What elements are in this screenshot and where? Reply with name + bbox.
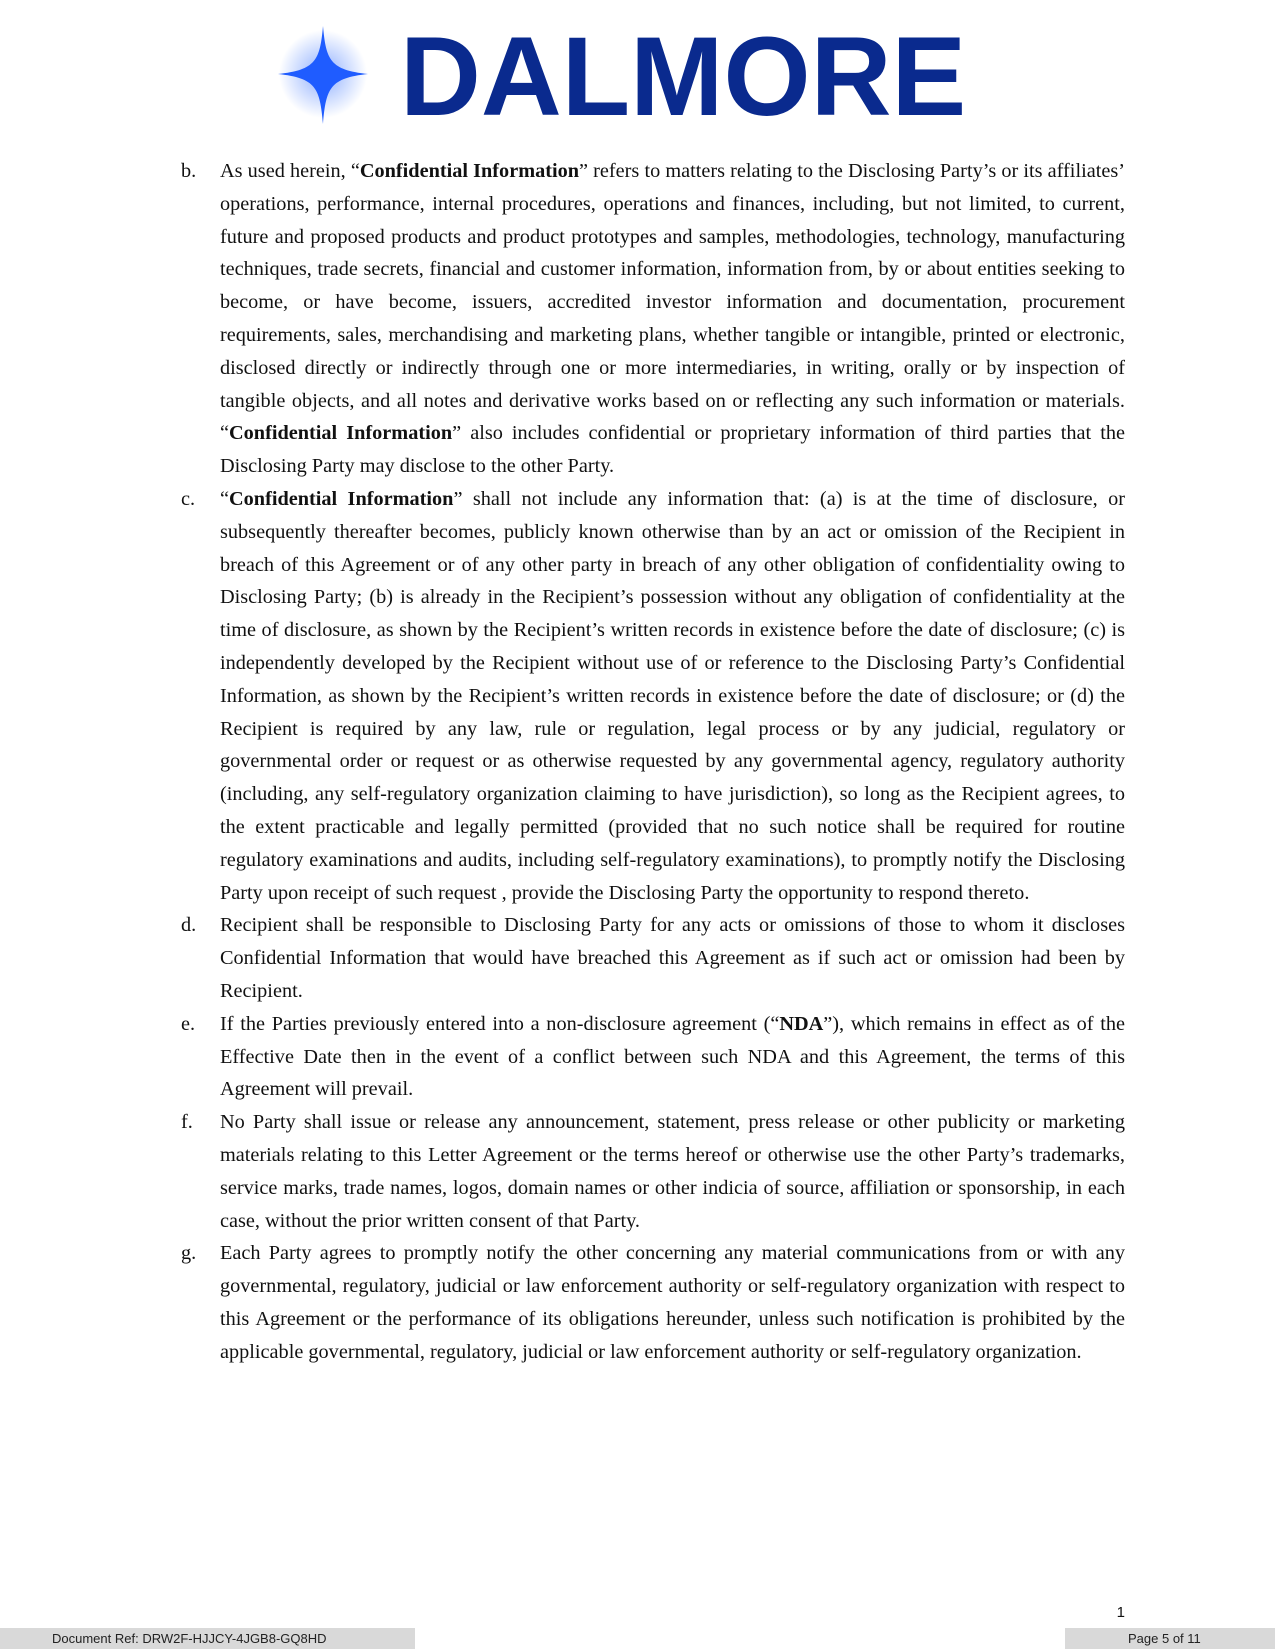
clause-text: If the Parties previously entered into a non-disclosure agreement (“NDA”), which remains in effect as of the Effective Date then in the event of a conflict between such NDA and this Agreement, the terms of this Agreement will prevail.: [220, 1012, 1125, 1101]
clause-e: [181, 1008, 1125, 1106]
clause-text: Recipient shall be responsible to Disclosing Party for any acts or omissions of those to whom it discloses Confidential Information that would have breached this Agreement as if such act or omission had been by Recipient.: [220, 914, 1125, 1002]
clause-b: [181, 155, 1125, 483]
clause-g: [181, 1237, 1125, 1368]
clause-c: [181, 483, 1125, 909]
clause-text: No Party shall issue or release any announcement, statement, press release or other publicity or marketing materials relating to this Letter Agreement or the terms hereof or otherwise use the other Party’s trademarks, service marks, trade names, logos, domain names or other indicia of source, affiliation or sponsorship, in each case, without the prior written consent of that Party.: [220, 1111, 1125, 1232]
clause-text: “Confidential Information” shall not include any information that: (a) is at the time of disclosure, or subsequently thereafter becomes, publicly known otherwise than by an act or omission of the Recipient in breach of this Agreement or of any other party in breach of any other obligation of confidentiality owing to Disclosing Party; (b) is already in the Recipient’s possession without any obligation of confidentiality at the time of disclosure, as shown by the Recipient’s written records in existence before the date of disclosure; (c) is independently developed by the Recipient without use of or reference to the Disclosing Party’s Confidential Information, as shown by the Recipient’s written records in existence before the date of disclosure; or (d) the Recipient is required by any law, rule or regulation, legal process or by any judicial, regulatory or governmental order or request or as otherwise requested by any governmental agency, regulatory authority (including, any self-regulatory organization claiming to have jurisdiction), so long as the Recipient agrees, to the extent practicable and legally permitted (provided that no such notice shall be required for routine regulatory examinations and audits, including self-regulatory examinations), to promptly notify the Disclosing Party upon receipt of such request , provide the Disclosing Party the opportunity to respond thereto.: [220, 487, 1125, 904]
four-point-star-icon: [268, 26, 378, 132]
clause-list: [181, 155, 1125, 1368]
clause-marker: e.: [181, 1012, 196, 1035]
document-ref: Document Ref: DRW2F-HJJCY-4JGB8-GQ8HD: [52, 1631, 327, 1646]
document-ref-bar: [0, 1628, 415, 1649]
clause-marker: c.: [181, 487, 196, 510]
clause-text: Each Party agrees to promptly notify the other concerning any material communications from or with any governmental, regulatory, judicial or law enforcement authority or self-regulatory organization with respect to this Agreement or the performance of its obligations hereunder, unless such notification is prohibited by the applicable governmental, regulatory, judicial or law enforcement authority or self-regulatory organization.: [220, 1242, 1125, 1363]
clause-f: [181, 1106, 1125, 1237]
logo-wordmark: DALMORE: [400, 14, 967, 139]
clause-marker: d.: [181, 914, 197, 937]
page-of-bar: [1065, 1628, 1275, 1649]
clause-d: [181, 909, 1125, 1007]
page-number: 1: [1116, 1604, 1125, 1621]
clause-text: As used herein, “Confidential Information” refers to matters relating to the Disclosing Party’s or its affiliates’ operations, performance, internal procedures, operations and finances, including, but not limited, to current, future and proposed products and product prototypes and samples, methodologies, technology, manufacturing techniques, trade secrets, financial and customer information, information from, by or about entities seeking to become, or have become, issuers, accredited investor information and documentation, procurement requirements, sales, merchandising and marketing plans, whether tangible or intangible, printed or electronic, disclosed directly or indirectly through one or more intermediaries, in writing, orally or by inspection of tangible objects, and all notes and derivative works based on or reflecting any such information or materials. “Confidential Information” also includes confidential or proprietary information of third parties that the Disclosing Party may disclose to the other Party.: [220, 160, 1125, 478]
clause-marker: b.: [181, 160, 197, 182]
clause-marker: f.: [181, 1111, 193, 1134]
page-of: Page 5 of 11: [1128, 1631, 1201, 1646]
clause-marker: g.: [181, 1242, 197, 1265]
